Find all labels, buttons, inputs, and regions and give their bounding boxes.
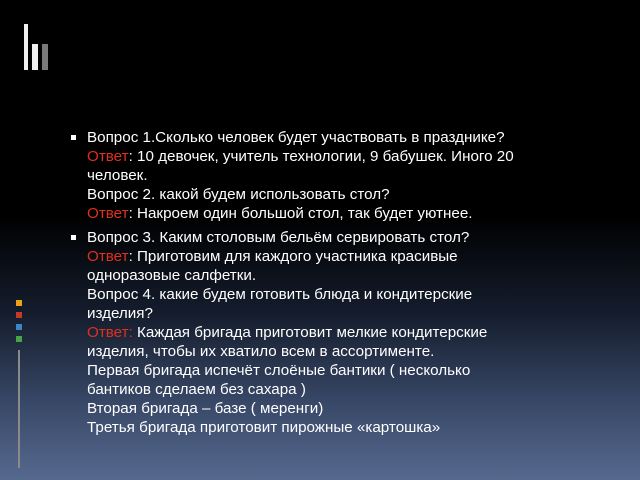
decor-line	[18, 350, 20, 468]
answer-label: Ответ:	[87, 324, 133, 341]
slide-content	[70, 128, 626, 442]
decor-square-2	[16, 312, 22, 318]
decor-bar-1	[24, 24, 28, 70]
text-line: Ответ: Каждая бригада приготовит мелкие кондитерские	[87, 324, 488, 341]
text-line: Первая бригада испечёт слоёные бантики ( несколько	[87, 362, 471, 379]
decor-square-4	[16, 336, 22, 342]
bullet-icon	[71, 135, 76, 140]
text-line: человек.	[87, 167, 148, 184]
bullet-icon	[71, 235, 76, 240]
text-line: Вопрос 2. какой будем использовать стол?	[87, 186, 390, 203]
text-line: изделия?	[87, 305, 153, 322]
bullet-item-2	[70, 228, 626, 437]
text-line: Ответ: Приготовим для каждого участника красивые	[87, 248, 458, 265]
bullet-item-1	[70, 128, 626, 223]
decor-bar-2	[32, 44, 38, 70]
text-line: Вопрос 4. какие будем готовить блюда и кондитерские	[87, 286, 473, 303]
decor-square-3	[16, 324, 22, 330]
text-line: Вторая бригада – базе ( меренги)	[87, 400, 324, 417]
answer-label: Ответ	[87, 205, 129, 222]
text-line: Третья бригада приготовит пирожные «картошка»	[87, 419, 441, 436]
text-line: Ответ: 10 девочек, учитель технологии, 9 бабушек. Иного 20	[87, 148, 514, 165]
answer-label: Ответ	[87, 248, 129, 265]
text-line: Вопрос 3. Каким столовым бельём сервировать стол?	[87, 229, 470, 246]
decor-square-1	[16, 300, 22, 306]
text-line: одноразовые салфетки.	[87, 267, 257, 284]
text-line: Ответ: Накроем один большой стол, так будет уютнее.	[87, 205, 473, 222]
decor-bar-3	[42, 44, 48, 70]
answer-label: Ответ	[87, 148, 129, 165]
text-line: Вопрос 1.Сколько человек будет участвовать в празднике?	[87, 129, 505, 146]
text-line: бантиков сделаем без сахара )	[87, 381, 306, 398]
text-line: изделия, чтобы их хватило всем в ассортименте.	[87, 343, 435, 360]
